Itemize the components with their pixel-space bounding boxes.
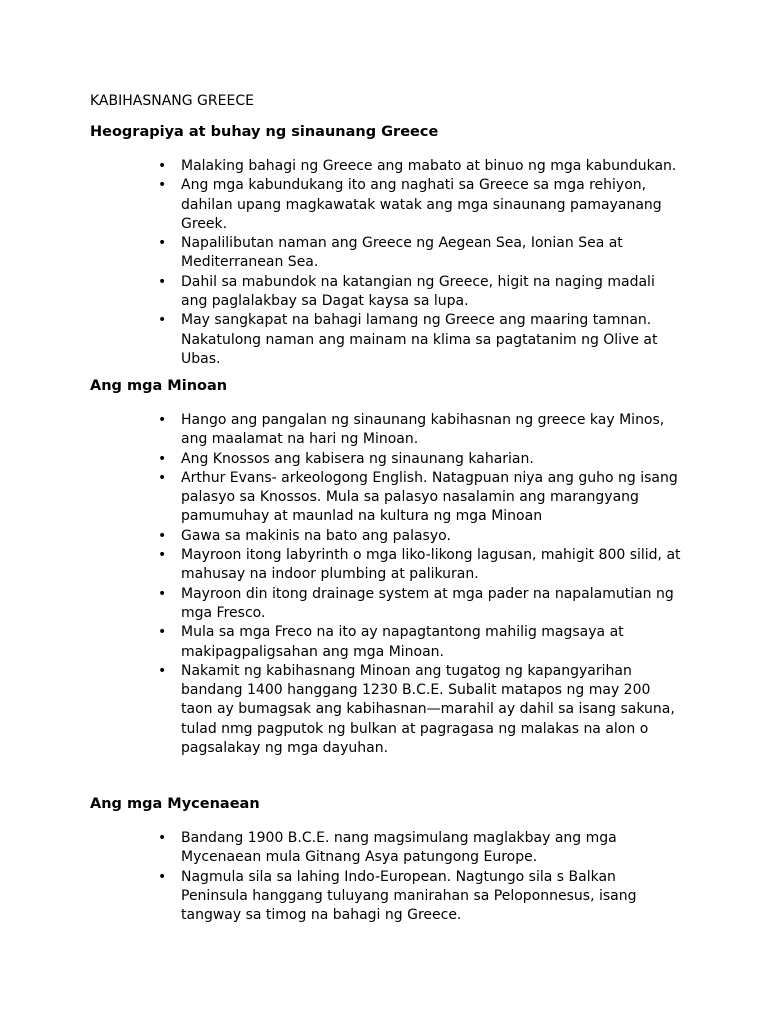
list-item: • Mayroon din itong drainage system at mga pader na napalamutian ng mga Fresco.: [181, 585, 681, 624]
document-title: KABIHASNANG GREECE: [90, 93, 254, 109]
list-item: • Ang Knossos ang kabisera ng sinaunang kaharian.: [181, 450, 681, 469]
list-item: • Bandang 1900 B.C.E. nang magsimulang maglakbay ang mga Mycenaean mula Gitnang Asya patungong Europe.: [181, 829, 681, 868]
section-heading-heograpiya: Heograpiya at buhay ng sinaunang Greece: [90, 124, 439, 140]
bullet-list-heograpiya: [181, 157, 681, 369]
list-item: • Gawa sa makinis na bato ang palasyo.: [181, 527, 681, 546]
list-item: • Nagmula sila sa lahing Indo-European. Nagtungo sila s Balkan Peninsula hanggang tuluyang manirahan sa Peloponnesus, isang tangway sa timog na bahagi ng Greece.: [181, 868, 681, 926]
list-item: • Nakamit ng kabihasnang Minoan ang tugatog ng kapangyarihan bandang 1400 hanggang 1230 B.C.E. Subalit matapos ng may 200 taon ay bumagsak ang kabihasnan—marahil ay dahil sa isang sakuna, tulad nmg pagputok ng bulkan at pagragasa ng malakas na alon o pagsalakay ng mga dayuhan.: [181, 662, 681, 758]
list-item: • Arthur Evans- arkeologong English. Natagpuan niya ang guho ng isang palasyo sa Knossos. Mula sa palasyo nasalamin ang marangyang pamumuhay at maunlad na kultura ng mga Minoan: [181, 469, 681, 527]
bullet-list-minoan: [181, 411, 681, 758]
list-item: • Dahil sa mabundok na katangian ng Greece, higit na naging madali ang paglalakbay sa Dagat kaysa sa lupa.: [181, 273, 681, 312]
section-heading-minoan: Ang mga Minoan: [90, 378, 228, 394]
list-item: • Napalilibutan naman ang Greece ng Aegean Sea, Ionian Sea at Mediterranean Sea.: [181, 234, 681, 273]
section-heading-mycenaean: Ang mga Mycenaean: [90, 796, 260, 812]
list-item: • Mula sa mga Freco na ito ay napagtantong mahilig magsaya at makipagpaligsahan ang mga Minoan.: [181, 623, 681, 662]
bullet-list-mycenaean: [181, 829, 681, 925]
list-item: • Ang mga kabundukang ito ang naghati sa Greece sa mga rehiyon, dahilan upang magkawatak watak ang mga sinaunang pamayanang Greek.: [181, 176, 681, 234]
list-item: • May sangkapat na bahagi lamang ng Greece ang maaring tamnan. Nakatulong naman ang mainam na klima sa pagtatanim ng Olive at Ubas.: [181, 311, 681, 369]
list-item: • Mayroon itong labyrinth o mga liko-likong lagusan, mahigit 800 silid, at mahusay na indoor plumbing at palikuran.: [181, 546, 681, 585]
list-item: • Hango ang pangalan ng sinaunang kabihasnan ng greece kay Minos, ang maalamat na hari ng Minoan.: [181, 411, 681, 450]
list-item: • Malaking bahagi ng Greece ang mabato at binuo ng mga kabundukan.: [181, 157, 681, 176]
